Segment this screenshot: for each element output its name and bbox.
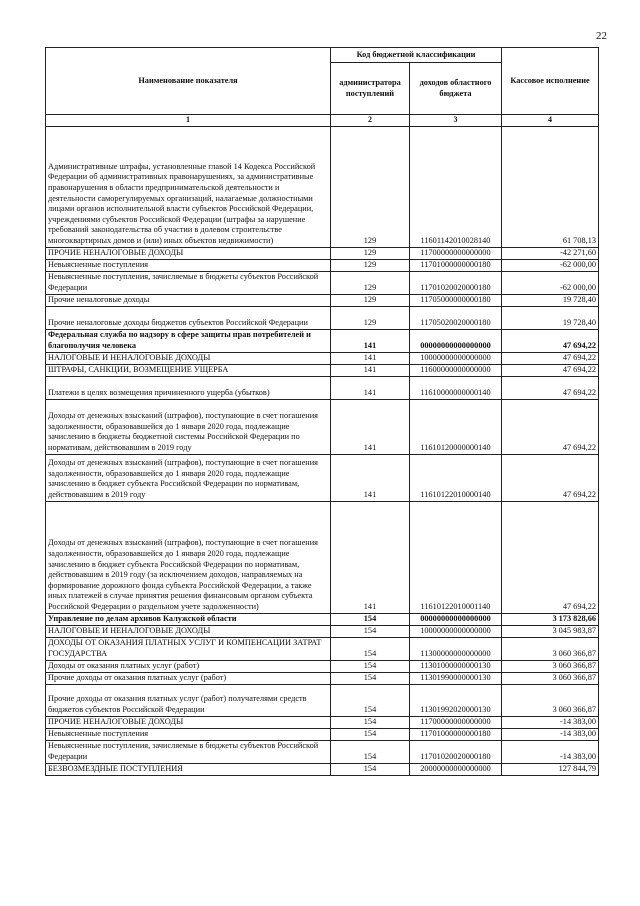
row-cash-execution: 47 694,22 — [502, 329, 599, 352]
column-number: 3 — [410, 115, 502, 127]
row-income-code: 11701000000000180 — [410, 259, 502, 271]
row-administrator-code: 154 — [331, 672, 410, 684]
row-indicator-name: ПРОЧИЕ НЕНАЛОГОВЫЕ ДОХОДЫ — [46, 247, 331, 259]
row-income-code: 11301990000000130 — [410, 672, 502, 684]
row-cash-execution: 3 060 366,87 — [502, 672, 599, 684]
row-income-code: 11300000000000000 — [410, 637, 502, 660]
row-administrator-code: 129 — [331, 306, 410, 329]
table-row — [46, 501, 599, 613]
row-administrator-code: 129 — [331, 294, 410, 306]
row-cash-execution: 47 694,22 — [502, 352, 599, 364]
row-income-code: 11701000000000180 — [410, 728, 502, 740]
row-indicator-name: БЕЗВОЗМЕЗДНЫЕ ПОСТУПЛЕНИЯ — [46, 763, 331, 775]
row-income-code: 11610122010001140 — [410, 501, 502, 613]
row-administrator-code: 129 — [331, 259, 410, 271]
row-cash-execution: -14 383,00 — [502, 716, 599, 728]
table-header — [46, 48, 599, 127]
table-row — [46, 399, 599, 454]
table-row — [46, 352, 599, 364]
row-indicator-name: НАЛОГОВЫЕ И НЕНАЛОГОВЫЕ ДОХОДЫ — [46, 625, 331, 637]
row-indicator-name: Доходы от денежных взысканий (штрафов), поступающие в счет погашения задолженности, образовавшейся до 1 января 2020 года, подлежащие зачислению в бюджет субъекта Российской Федерации по нормативам, действовавшим в 2019 году (за исключением доходов, направляемых на формирование дорожного фонда субъекта Российской Федерации, а также иных платежей в случае принятия решения финансовым органом субъекта Российской Федерации о раздельном учете задолженности) — [46, 501, 331, 613]
row-cash-execution: 47 694,22 — [502, 454, 599, 501]
row-administrator-code: 154 — [331, 740, 410, 763]
row-income-code: 11600000000000000 — [410, 364, 502, 376]
table-row — [46, 271, 599, 294]
row-administrator-code: 154 — [331, 716, 410, 728]
row-cash-execution: 3 060 366,87 — [502, 684, 599, 716]
row-cash-execution: 61 708,13 — [502, 126, 599, 247]
table-row — [46, 684, 599, 716]
table-row — [46, 740, 599, 763]
row-indicator-name: Платежи в целях возмещения причиненного ущерба (убытков) — [46, 376, 331, 399]
row-income-code: 11301000000000130 — [410, 660, 502, 672]
row-cash-execution: 3 060 366,87 — [502, 637, 599, 660]
table-row — [46, 126, 599, 247]
header-indicator-name: Наименование показателя — [46, 48, 331, 115]
row-income-code: 10000000000000000 — [410, 625, 502, 637]
row-indicator-name: Федеральная служба по надзору в сфере защиты прав потребителей и благополучия человека — [46, 329, 331, 352]
row-indicator-name: ДОХОДЫ ОТ ОКАЗАНИЯ ПЛАТНЫХ УСЛУГ И КОМПЕНСАЦИИ ЗАТРАТ ГОСУДАРСТВА — [46, 637, 331, 660]
row-cash-execution: 3 173 828,66 — [502, 613, 599, 625]
table-row — [46, 454, 599, 501]
row-income-code: 11705000000000180 — [410, 294, 502, 306]
table-row — [46, 763, 599, 775]
row-cash-execution: 3 045 983,87 — [502, 625, 599, 637]
column-numbers-row — [46, 115, 599, 127]
row-indicator-name: Невыясненные поступления, зачисляемые в бюджеты субъектов Российской Федерации — [46, 740, 331, 763]
row-administrator-code: 129 — [331, 126, 410, 247]
table-row — [46, 306, 599, 329]
row-indicator-name: Невыясненные поступления — [46, 259, 331, 271]
row-income-code: 11301992020000130 — [410, 684, 502, 716]
row-administrator-code: 154 — [331, 684, 410, 716]
row-indicator-name: Доходы от денежных взысканий (штрафов), поступающие в счет погашения задолженности, образовавшейся до 1 января 2020 года, подлежащие зачислению в бюджет субъекта Российской Федерации по нормативам, действовавшим в 2019 году — [46, 454, 331, 501]
row-cash-execution: 127 844,79 — [502, 763, 599, 775]
header-administrator: администратора поступлений — [331, 63, 410, 115]
row-cash-execution: -42 271,60 — [502, 247, 599, 259]
row-income-code: 10000000000000000 — [410, 352, 502, 364]
table-row — [46, 728, 599, 740]
row-administrator-code: 141 — [331, 352, 410, 364]
header-regional-budget-income: доходов областного бюджета — [410, 63, 502, 115]
column-number: 4 — [502, 115, 599, 127]
row-indicator-name: Административные штрафы, установленные главой 14 Кодекса Российской Федерации об административных правонарушениях, за административные правонарушения в области предпринимательской деятельности и деятельности саморегулируемых организаций, налагаемые должностными лицами органов исполнительной власти субъектов Российской Федерации, учреждениями субъектов Российской Федерации (штрафы за нарушение требований законодательства об участии в долевом строительстве многоквартирных домов и (или) иных объектов недвижимости) — [46, 126, 331, 247]
row-income-code: 11610120000000140 — [410, 399, 502, 454]
page-number: 22 — [596, 30, 607, 42]
row-administrator-code: 154 — [331, 728, 410, 740]
row-cash-execution: 19 728,40 — [502, 294, 599, 306]
row-indicator-name: Доходы от оказания платных услуг (работ) — [46, 660, 331, 672]
table-row — [46, 625, 599, 637]
row-administrator-code: 154 — [331, 637, 410, 660]
table-row — [46, 613, 599, 625]
table-row — [46, 247, 599, 259]
table-body — [46, 126, 599, 775]
row-indicator-name: ПРОЧИЕ НЕНАЛОГОВЫЕ ДОХОДЫ — [46, 716, 331, 728]
column-number: 2 — [331, 115, 410, 127]
row-cash-execution: 19 728,40 — [502, 306, 599, 329]
row-indicator-name: Прочие доходы от оказания платных услуг (работ) получателями средств бюджетов субъектов Российской Федерации — [46, 684, 331, 716]
table-row — [46, 376, 599, 399]
row-indicator-name: Прочие доходы от оказания платных услуг (работ) — [46, 672, 331, 684]
row-administrator-code: 129 — [331, 247, 410, 259]
row-administrator-code: 154 — [331, 763, 410, 775]
table-row — [46, 672, 599, 684]
table-row — [46, 637, 599, 660]
row-income-code: 11701020020000180 — [410, 271, 502, 294]
row-indicator-name: Невыясненные поступления — [46, 728, 331, 740]
row-indicator-name: Управление по делам архивов Калужской области — [46, 613, 331, 625]
table-row — [46, 364, 599, 376]
row-cash-execution: -14 383,00 — [502, 740, 599, 763]
row-income-code: 20000000000000000 — [410, 763, 502, 775]
row-indicator-name: Прочие неналоговые доходы бюджетов субъектов Российской Федерации — [46, 306, 331, 329]
table-row — [46, 660, 599, 672]
row-income-code: 11601142010028140 — [410, 126, 502, 247]
row-administrator-code: 154 — [331, 613, 410, 625]
row-administrator-code: 141 — [331, 454, 410, 501]
row-administrator-code: 129 — [331, 271, 410, 294]
row-indicator-name: ШТРАФЫ, САНКЦИИ, ВОЗМЕЩЕНИЕ УЩЕРБА — [46, 364, 331, 376]
row-administrator-code: 141 — [331, 329, 410, 352]
row-cash-execution: 47 694,22 — [502, 364, 599, 376]
row-indicator-name: НАЛОГОВЫЕ И НЕНАЛОГОВЫЕ ДОХОДЫ — [46, 352, 331, 364]
row-cash-execution: -14 383,00 — [502, 728, 599, 740]
row-cash-execution: 3 060 366,87 — [502, 660, 599, 672]
header-budget-classification-code: Код бюджетной классификации — [331, 48, 502, 63]
row-administrator-code: 141 — [331, 399, 410, 454]
row-cash-execution: -62 000,00 — [502, 271, 599, 294]
row-administrator-code: 141 — [331, 376, 410, 399]
column-number: 1 — [46, 115, 331, 127]
row-indicator-name: Прочие неналоговые доходы — [46, 294, 331, 306]
row-income-code: 11701020020000180 — [410, 740, 502, 763]
row-income-code: 11610122010000140 — [410, 454, 502, 501]
row-income-code: 11700000000000000 — [410, 716, 502, 728]
table-row — [46, 294, 599, 306]
row-administrator-code: 141 — [331, 501, 410, 613]
row-income-code: 11705020020000180 — [410, 306, 502, 329]
row-cash-execution: 47 694,22 — [502, 376, 599, 399]
row-income-code: 11700000000000000 — [410, 247, 502, 259]
row-indicator-name: Доходы от денежных взысканий (штрафов), поступающие в счет погашения задолженности, образовавшейся до 1 января 2020 года, подлежащие зачислению в бюджеты бюджетной системы Российской Федерации по нормативам, действовавшим в 2019 году — [46, 399, 331, 454]
row-administrator-code: 154 — [331, 660, 410, 672]
row-income-code: 00000000000000000 — [410, 613, 502, 625]
table-row — [46, 259, 599, 271]
row-income-code: 00000000000000000 — [410, 329, 502, 352]
row-income-code: 11610000000000140 — [410, 376, 502, 399]
row-indicator-name: Невыясненные поступления, зачисляемые в бюджеты субъектов Российской Федерации — [46, 271, 331, 294]
table-row — [46, 716, 599, 728]
row-administrator-code: 154 — [331, 625, 410, 637]
row-cash-execution: 47 694,22 — [502, 501, 599, 613]
table-row — [46, 329, 599, 352]
budget-execution-table — [45, 47, 599, 776]
row-cash-execution: 47 694,22 — [502, 399, 599, 454]
row-cash-execution: -62 000,00 — [502, 259, 599, 271]
row-administrator-code: 141 — [331, 364, 410, 376]
header-cash-execution: Кассовое исполнение — [502, 48, 599, 115]
